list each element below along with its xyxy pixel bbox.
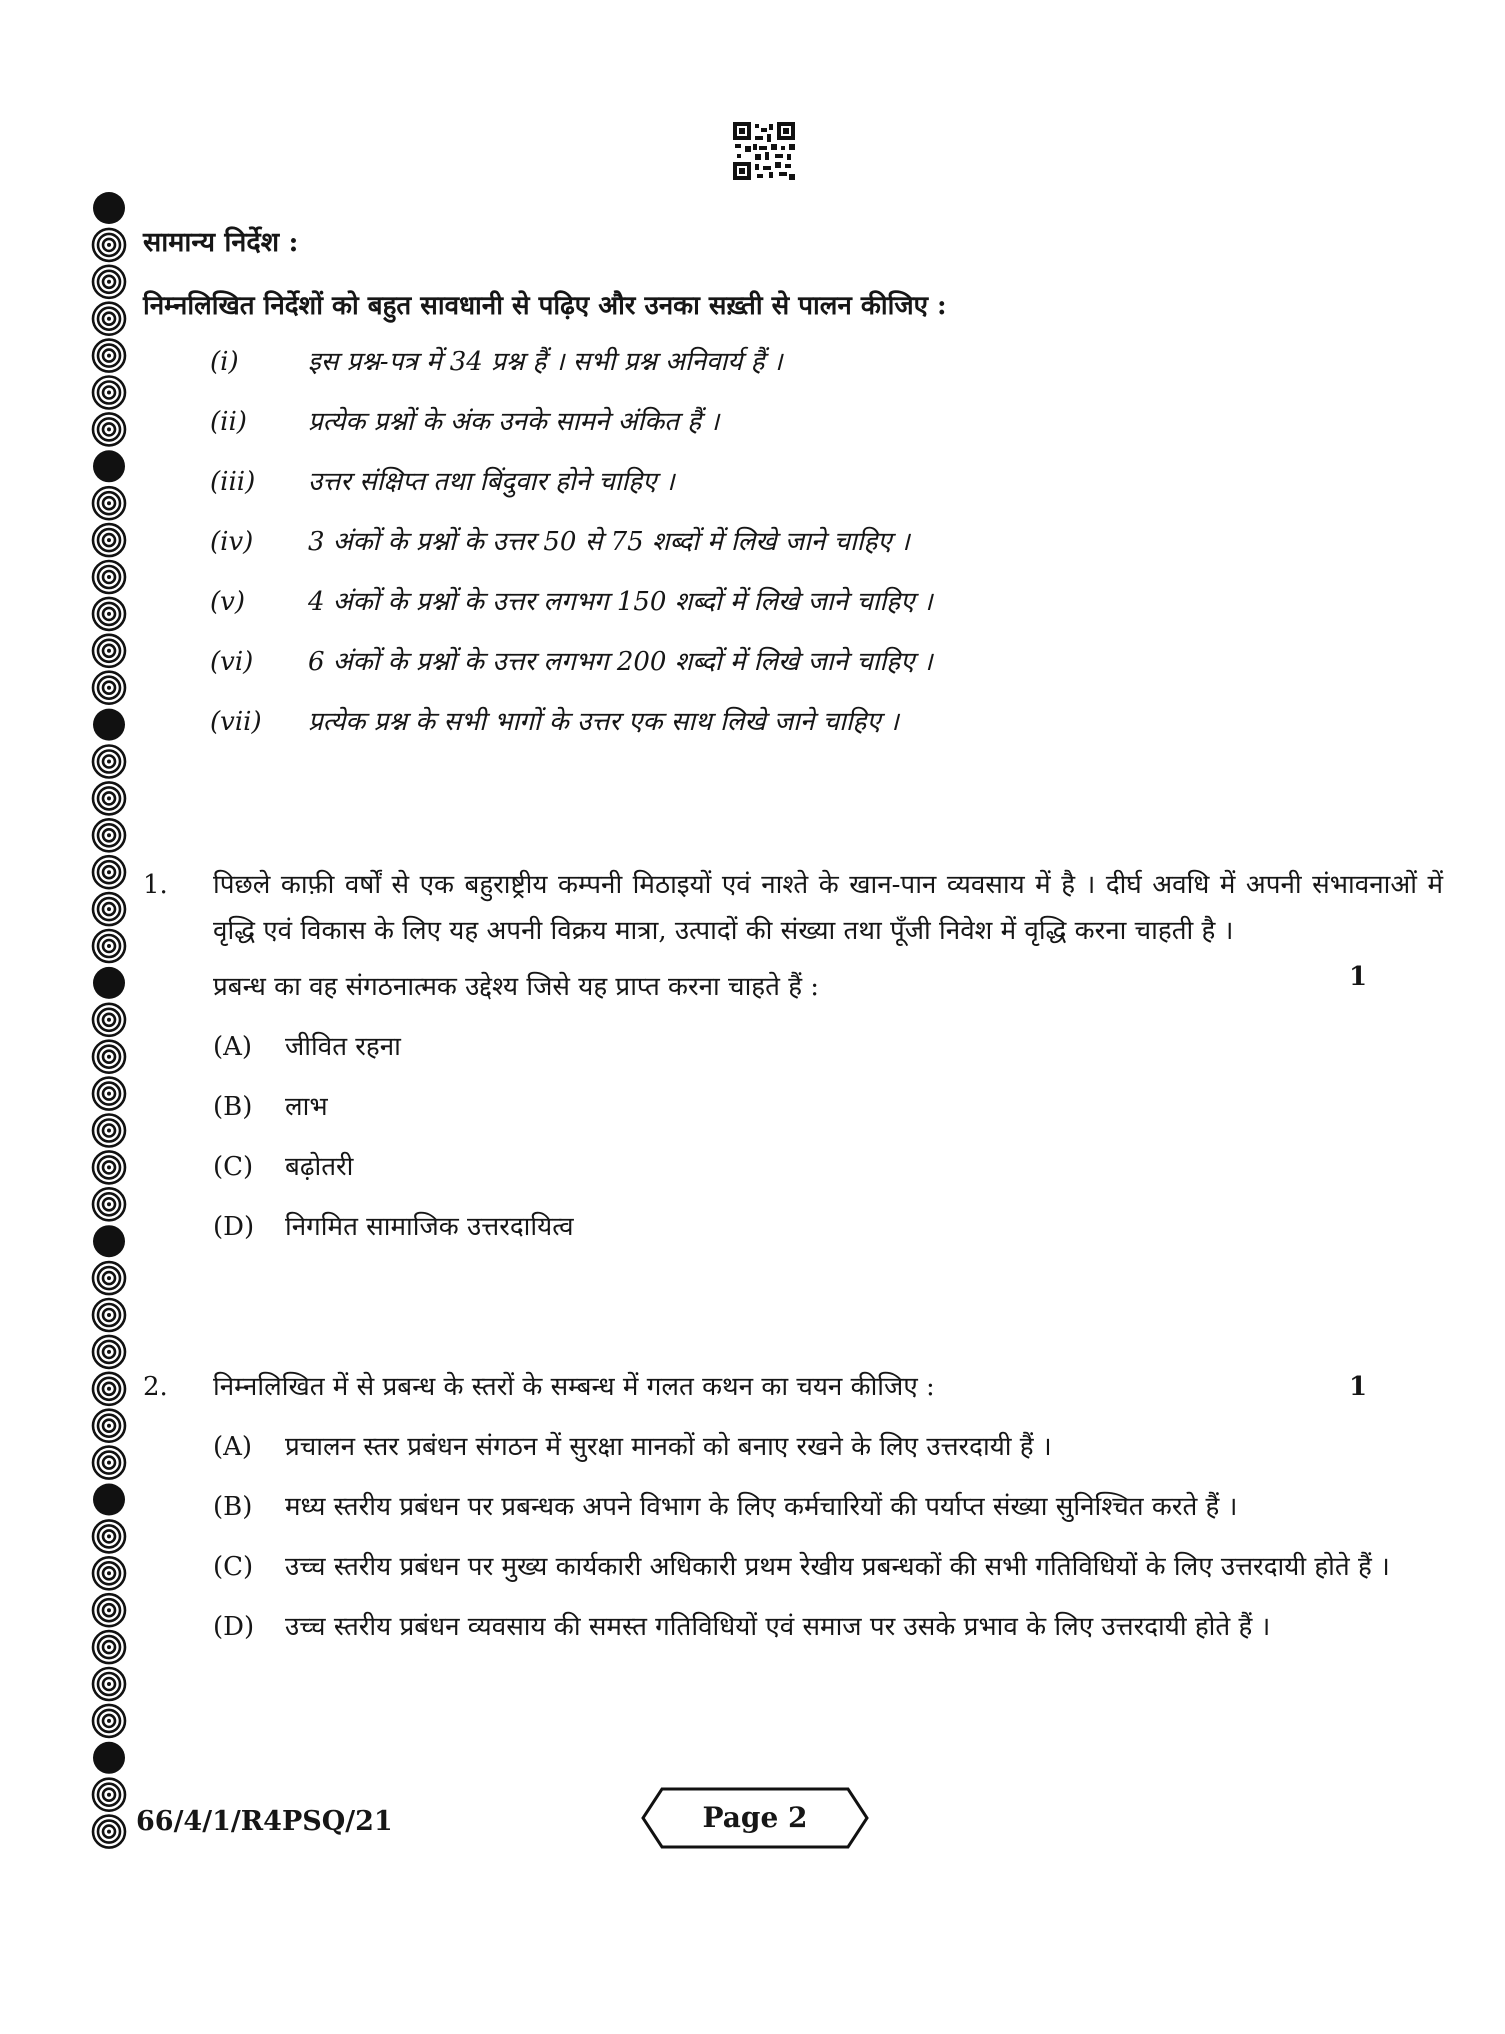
margin-circle-icon xyxy=(93,450,125,482)
option-label: (A) xyxy=(213,1032,253,1062)
margin-circle-icon xyxy=(93,1004,125,1036)
option-c xyxy=(213,1544,1445,1590)
option-text: प्रचालन स्तर प्रबंधन संगठन में सुरक्षा मानकों को बनाए रखने के लिए उत्तरदायी हैं । xyxy=(285,1432,1052,1462)
margin-circle-icon xyxy=(93,266,125,298)
instruction-text: 6 अंकों के प्रश्नों के उत्तर लगभग 200 शब्दों में लिखे जाने चाहिए । xyxy=(308,647,933,677)
margin-circle-icon xyxy=(93,1705,125,1737)
question-stem: निम्नलिखित में से प्रबन्ध के स्तरों के सम्बन्ध में गलत कथन का चयन कीजिए : xyxy=(213,1372,935,1402)
option-label: (C) xyxy=(213,1152,254,1182)
option-text: लाभ xyxy=(285,1092,328,1122)
option-text: उच्च स्तरीय प्रबंधन व्यवसाय की समस्त गतिविधियों एवं समाज पर उसके प्रभाव के लिए उत्तरदायी होते हैं । xyxy=(285,1612,1271,1642)
options-list xyxy=(213,1424,1443,1650)
margin-circle-icon xyxy=(93,377,125,409)
margin-circle-icon xyxy=(93,635,125,667)
instruction-text: उत्तर संक्षिप्त तथा बिंदुवार होने चाहिए । xyxy=(308,467,675,497)
margin-circle-icon xyxy=(93,413,125,445)
question-body xyxy=(213,1364,1443,1664)
margin-circle-icon xyxy=(93,1484,125,1516)
margin-circle-icon xyxy=(93,819,125,851)
margin-circle-icon xyxy=(93,930,125,962)
instruction-number: (v) xyxy=(210,587,245,617)
option-label: (D) xyxy=(213,1212,255,1242)
margin-circle-icon xyxy=(93,1041,125,1073)
question-prompt: प्रबन्ध का वह संगठनात्मक उद्देश्य जिसे यह प्राप्त करना चाहते हैं : xyxy=(213,972,820,1002)
margin-circle-icon xyxy=(93,1299,125,1331)
margin-circle-icon xyxy=(93,1447,125,1479)
option-text: जीवित रहना xyxy=(285,1032,401,1062)
instruction-text: इस प्रश्न-पत्र में 34 प्रश्न हैं । सभी प्रश्न अनिवार्य हैं । xyxy=(308,347,783,377)
question-number: 2. xyxy=(143,1372,168,1402)
instruction-number: (ii) xyxy=(210,407,247,437)
page-label: Page 2 xyxy=(702,1801,808,1834)
margin-circle-icon xyxy=(93,1668,125,1700)
page-number-badge xyxy=(640,1786,870,1850)
question-number: 1. xyxy=(143,870,168,900)
margin-circle-icon xyxy=(93,856,125,888)
margin-circle-icon xyxy=(93,967,125,999)
options-list xyxy=(213,1024,1443,1250)
margin-circle-icon xyxy=(93,709,125,741)
margin-circle-icon xyxy=(93,340,125,372)
margin-circle-icon xyxy=(93,1557,125,1589)
margin-circle-icon xyxy=(93,1779,125,1811)
margin-circle-icon xyxy=(93,1594,125,1626)
question-marks: 1 xyxy=(1349,962,1368,992)
question-stem: पिछले काफ़ी वर्षों से एक बहुराष्ट्रीय कम्पनी मिठाइयों एवं नाश्ते के खान-पान व्यवसाय में है । दीर्घ अवधि में अपनी संभावनाओं में वृद्धि एवं विकास के लिए यह अपनी विक्रय मात्रा, उत्पादों की संख्या तथा पूँजी निवेश में वृद्धि करना चाहती है । xyxy=(213,870,1443,946)
margin-circle-icon xyxy=(93,1225,125,1257)
margin-circle-icon xyxy=(93,1520,125,1552)
margin-circle-icon xyxy=(93,229,125,261)
option-b xyxy=(213,1084,1445,1130)
option-text: मध्य स्तरीय प्रबंधन पर प्रबन्धक अपने विभाग के लिए कर्मचारियों की पर्याप्त संख्या सुनिश्चित करते हैं । xyxy=(285,1492,1238,1522)
margin-circle-icon xyxy=(93,1151,125,1183)
instruction-number: (vi) xyxy=(210,647,254,677)
qr-code-icon xyxy=(733,122,795,180)
margin-circle-icon xyxy=(93,303,125,335)
general-instructions-heading: सामान्य निर्देश : xyxy=(143,227,299,258)
margin-circle-icon xyxy=(93,1115,125,1147)
margin-circle-icon xyxy=(93,192,125,224)
option-label: (B) xyxy=(213,1492,253,1522)
instruction-number: (iii) xyxy=(210,467,256,497)
paper-code: 66/4/1/R4PSQ/21 xyxy=(136,1806,393,1837)
option-c xyxy=(213,1144,1445,1190)
margin-circle-icon xyxy=(93,893,125,925)
margin-circle-icon xyxy=(93,598,125,630)
margin-circle-strip xyxy=(86,190,132,1850)
margin-circle-icon xyxy=(93,561,125,593)
general-instructions-subheading: निम्नलिखित निर्देशों को बहुत सावधानी से पढ़िए और उनका सख़्ती से पालन कीजिए : xyxy=(143,291,947,321)
instruction-text: प्रत्येक प्रश्न के सभी भागों के उत्तर एक साथ लिखे जाने चाहिए । xyxy=(308,707,899,737)
option-d xyxy=(213,1204,1445,1250)
margin-circle-icon xyxy=(93,1078,125,1110)
margin-circle-icon xyxy=(93,1188,125,1220)
margin-circle-icon xyxy=(93,1410,125,1442)
instruction-text: प्रत्येक प्रश्नों के अंक उनके सामने अंकित हैं । xyxy=(308,407,720,437)
margin-circle-icon xyxy=(93,487,125,519)
instruction-number: (iv) xyxy=(210,527,254,557)
margin-circle-icon xyxy=(93,746,125,778)
option-text: बढ़ोतरी xyxy=(285,1152,354,1182)
instruction-text: 3 अंकों के प्रश्नों के उत्तर 50 से 75 शब्दों में लिखे जाने चाहिए । xyxy=(308,527,910,557)
instruction-text: 4 अंकों के प्रश्नों के उत्तर लगभग 150 शब्दों में लिखे जाने चाहिए । xyxy=(308,587,933,617)
option-label: (B) xyxy=(213,1092,253,1122)
margin-circle-icon xyxy=(93,524,125,556)
question-body xyxy=(213,862,1443,1264)
margin-circle-icon xyxy=(93,1373,125,1405)
margin-circle-icon xyxy=(93,1816,125,1848)
instruction-number: (vii) xyxy=(210,707,262,737)
option-b xyxy=(213,1484,1445,1530)
margin-circle-icon xyxy=(93,1262,125,1294)
option-text: उच्च स्तरीय प्रबंधन पर मुख्य कार्यकारी अधिकारी प्रथम रेखीय प्रबन्धकों की सभी गतिविधियों के लिए उत्तरदायी होते हैं । xyxy=(285,1552,1390,1582)
instruction-number: (i) xyxy=(210,347,239,377)
option-text: निगमित सामाजिक उत्तरदायित्व xyxy=(285,1212,574,1242)
margin-circle-icon xyxy=(93,1742,125,1774)
margin-circle-icon xyxy=(93,1631,125,1663)
option-d xyxy=(213,1604,1445,1650)
option-label: (D) xyxy=(213,1612,255,1642)
option-label: (C) xyxy=(213,1552,254,1582)
option-a xyxy=(213,1424,1445,1470)
margin-circle-icon xyxy=(93,1336,125,1368)
margin-circle-icon xyxy=(93,782,125,814)
question-marks: 1 xyxy=(1349,1372,1368,1402)
option-label: (A) xyxy=(213,1432,253,1462)
margin-circle-icon xyxy=(93,672,125,704)
option-a xyxy=(213,1024,1445,1070)
